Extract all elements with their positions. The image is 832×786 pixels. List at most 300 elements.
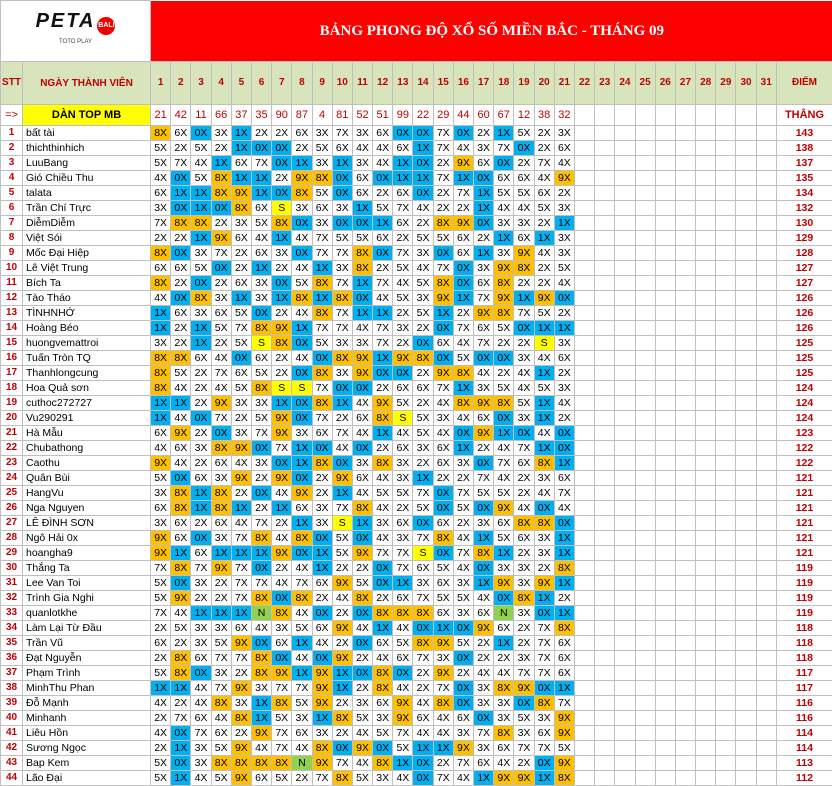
day-cell: 3X: [554, 381, 574, 396]
day-cell: 3X: [352, 156, 372, 171]
header-day: 12: [373, 62, 393, 105]
day-cell: [635, 441, 655, 456]
day-cell: 0X: [514, 141, 534, 156]
day-cell: [736, 756, 756, 771]
day-cell: 7X: [312, 231, 332, 246]
day-cell: 2X: [534, 276, 554, 291]
day-cell: [655, 576, 675, 591]
day-cell: 2X: [453, 516, 473, 531]
day-cell: 6X: [514, 531, 534, 546]
day-cell: [615, 651, 635, 666]
row-stt: 20: [1, 411, 23, 426]
day-cell: 2X: [171, 696, 191, 711]
day-cell: 3X: [191, 636, 211, 651]
day-cell: 9X: [231, 741, 251, 756]
day-cell: [615, 636, 635, 651]
day-cell: 7X: [272, 726, 292, 741]
day-cell: [675, 141, 695, 156]
day-cell: [615, 576, 635, 591]
row-stt: 22: [1, 441, 23, 456]
day-cell: 2X: [211, 141, 231, 156]
day-cell: 9X: [332, 576, 352, 591]
day-cell: 3X: [231, 396, 251, 411]
day-cell: [615, 441, 635, 456]
day-cell: 0X: [332, 186, 352, 201]
day-cell: [756, 651, 776, 666]
day-cell: 8X: [171, 561, 191, 576]
day-cell: 0X: [453, 651, 473, 666]
day-cell: [716, 501, 736, 516]
day-cell: [675, 741, 695, 756]
day-cell: 9X: [534, 291, 554, 306]
day-cell: 3X: [494, 561, 514, 576]
day-cell: 5X: [413, 411, 433, 426]
day-cell: 7X: [534, 621, 554, 636]
day-cell: 0X: [453, 681, 473, 696]
day-cell: 0X: [312, 441, 332, 456]
day-cell: [736, 336, 756, 351]
member-name: Tào Tháo: [23, 291, 151, 306]
day-cell: 5X: [514, 711, 534, 726]
day-cell: 3X: [151, 516, 171, 531]
day-cell: 9X: [171, 426, 191, 441]
day-cell: 2X: [474, 231, 494, 246]
day-cell: 7X: [433, 261, 453, 276]
day-cell: [675, 606, 695, 621]
day-cell: [595, 306, 615, 321]
day-cell: 3X: [251, 276, 271, 291]
day-cell: [675, 441, 695, 456]
day-cell: 4X: [554, 276, 574, 291]
member-points: 123: [776, 426, 832, 441]
day-cell: 6X: [231, 231, 251, 246]
day-cell: 9X: [272, 546, 292, 561]
day-cell: [595, 621, 615, 636]
day-cell: [716, 486, 736, 501]
day-cell: 7X: [211, 246, 231, 261]
day-cell: 1X: [312, 546, 332, 561]
day-cell: [675, 231, 695, 246]
day-cell: 1X: [251, 186, 271, 201]
day-cell: 6X: [312, 621, 332, 636]
day-cell: 2X: [433, 471, 453, 486]
day-cell: 4X: [151, 171, 171, 186]
day-cell: 6X: [251, 246, 271, 261]
day-cell: 5X: [413, 306, 433, 321]
day-cell: 3X: [191, 306, 211, 321]
day-cell: [736, 546, 756, 561]
day-cell: [574, 171, 594, 186]
header-stt: STT: [1, 62, 23, 105]
day-cell: 1X: [554, 576, 574, 591]
day-cell: 6X: [554, 471, 574, 486]
day-cell: [675, 186, 695, 201]
day-cell: 0X: [332, 741, 352, 756]
day-cell: 9X: [272, 321, 292, 336]
day-cell: 7X: [413, 531, 433, 546]
day-cell: [756, 576, 776, 591]
day-cell: [736, 726, 756, 741]
day-cell: 8X: [231, 201, 251, 216]
day-cell: 5X: [332, 546, 352, 561]
day-cell: [716, 441, 736, 456]
day-cell: 1X: [393, 576, 413, 591]
top-number: 67: [494, 105, 514, 126]
day-cell: [615, 591, 635, 606]
header-day: 23: [595, 62, 615, 105]
day-cell: 4X: [231, 516, 251, 531]
day-cell: 7X: [231, 576, 251, 591]
day-cell: 3X: [332, 366, 352, 381]
day-cell: 7X: [413, 486, 433, 501]
day-cell: 0X: [433, 486, 453, 501]
day-cell: 3X: [514, 726, 534, 741]
day-cell: [756, 516, 776, 531]
day-cell: 4X: [191, 156, 211, 171]
member-points: 124: [776, 396, 832, 411]
row-stt: 14: [1, 321, 23, 336]
day-cell: 9X: [514, 681, 534, 696]
day-cell: [574, 156, 594, 171]
day-cell: [635, 651, 655, 666]
day-cell: 3X: [332, 261, 352, 276]
day-cell: 4X: [171, 606, 191, 621]
member-points: 135: [776, 171, 832, 186]
top-number: 60: [474, 105, 494, 126]
day-cell: 4X: [534, 171, 554, 186]
day-cell: [595, 591, 615, 606]
day-cell: [675, 366, 695, 381]
day-cell: [716, 336, 736, 351]
member-points: 117: [776, 666, 832, 681]
day-cell: 0X: [453, 276, 473, 291]
member-points: 119: [776, 591, 832, 606]
day-cell: [696, 186, 716, 201]
day-cell: [635, 456, 655, 471]
day-cell: [716, 741, 736, 756]
top-number: 11: [191, 105, 211, 126]
day-cell: 3X: [474, 141, 494, 156]
day-cell: 4X: [494, 441, 514, 456]
day-cell: 0X: [272, 591, 292, 606]
day-cell: [696, 171, 716, 186]
day-cell: 2X: [393, 501, 413, 516]
day-cell: 4X: [554, 396, 574, 411]
day-cell: 4X: [352, 321, 372, 336]
day-cell: 5X: [433, 561, 453, 576]
day-cell: 6X: [171, 306, 191, 321]
day-cell: 5X: [554, 261, 574, 276]
day-cell: [574, 456, 594, 471]
day-cell: [756, 621, 776, 636]
day-cell: [635, 741, 655, 756]
day-cell: 1X: [373, 426, 393, 441]
day-cell: 8X: [433, 276, 453, 291]
day-cell: 8X: [332, 771, 352, 786]
day-cell: 6X: [373, 636, 393, 651]
day-cell: 9X: [352, 741, 372, 756]
day-cell: 5X: [211, 741, 231, 756]
table-row: [1, 306, 832, 321]
day-cell: 6X: [413, 711, 433, 726]
row-stt: 29: [1, 546, 23, 561]
day-cell: 7X: [433, 126, 453, 141]
day-cell: 4X: [251, 741, 271, 756]
day-cell: 8X: [352, 246, 372, 261]
day-cell: 0X: [494, 591, 514, 606]
day-cell: 1X: [534, 771, 554, 786]
day-cell: 4X: [292, 561, 312, 576]
day-cell: 7X: [514, 741, 534, 756]
day-cell: 1X: [474, 531, 494, 546]
member-points: 127: [776, 261, 832, 276]
member-name: Trình Gia Nghi: [23, 591, 151, 606]
member-points: 112: [776, 771, 832, 786]
day-cell: [595, 141, 615, 156]
member-points: 121: [776, 471, 832, 486]
day-cell: [696, 651, 716, 666]
day-cell: 7X: [453, 546, 473, 561]
header-day: 27: [675, 62, 695, 105]
day-cell: 6X: [292, 126, 312, 141]
day-cell: [655, 681, 675, 696]
day-cell: 1X: [171, 546, 191, 561]
day-cell: 9X: [151, 531, 171, 546]
day-cell: [736, 561, 756, 576]
day-cell: [574, 291, 594, 306]
day-cell: 5X: [151, 591, 171, 606]
day-cell: 1X: [433, 621, 453, 636]
day-cell: 0X: [393, 366, 413, 381]
day-cell: [655, 201, 675, 216]
day-cell: [736, 246, 756, 261]
day-cell: [756, 636, 776, 651]
day-cell: 2X: [514, 756, 534, 771]
day-cell: [736, 771, 756, 786]
day-cell: 5X: [494, 486, 514, 501]
logo-text: PETA: [35, 9, 96, 32]
day-cell: 9X: [393, 711, 413, 726]
day-cell: 4X: [352, 756, 372, 771]
header-day: 21: [554, 62, 574, 105]
day-cell: [716, 756, 736, 771]
day-cell: 9X: [554, 756, 574, 771]
day-cell: 6X: [332, 141, 352, 156]
day-cell: 2X: [171, 636, 191, 651]
row-stt: 35: [1, 636, 23, 651]
day-cell: 4X: [211, 381, 231, 396]
day-cell: [615, 411, 635, 426]
day-cell: 6X: [373, 126, 393, 141]
member-points: 119: [776, 576, 832, 591]
day-cell: 4X: [251, 621, 271, 636]
day-cell: [756, 561, 776, 576]
day-cell: 6X: [433, 576, 453, 591]
header-day: 13: [393, 62, 413, 105]
day-cell: [716, 126, 736, 141]
day-cell: 3X: [514, 411, 534, 426]
day-cell: [615, 246, 635, 261]
table-row: [1, 381, 832, 396]
day-cell: [635, 486, 655, 501]
day-cell: 9X: [312, 756, 332, 771]
day-cell: 2X: [352, 651, 372, 666]
day-cell: 8X: [251, 381, 271, 396]
day-cell: [635, 336, 655, 351]
day-cell: 9X: [332, 621, 352, 636]
member-name: huongvemattroi: [23, 336, 151, 351]
day-cell: [756, 171, 776, 186]
day-cell: 0X: [171, 756, 191, 771]
day-cell: [574, 336, 594, 351]
day-cell: 3X: [554, 246, 574, 261]
day-cell: 0X: [251, 486, 271, 501]
table-row: [1, 156, 832, 171]
day-cell: 2X: [151, 741, 171, 756]
day-cell: [615, 756, 635, 771]
day-cell: 5X: [171, 366, 191, 381]
day-cell: 5X: [251, 411, 271, 426]
day-cell: 7X: [534, 741, 554, 756]
day-cell: [574, 276, 594, 291]
member-points: 126: [776, 291, 832, 306]
member-name: Ngô Hải 0x: [23, 531, 151, 546]
day-cell: 2X: [352, 681, 372, 696]
day-cell: 7X: [211, 366, 231, 381]
day-cell: 2X: [514, 621, 534, 636]
day-cell: 8X: [534, 696, 554, 711]
member-points: 124: [776, 381, 832, 396]
day-cell: 4X: [292, 606, 312, 621]
header-day: 10: [332, 62, 352, 105]
day-cell: [696, 426, 716, 441]
day-cell: 9X: [231, 441, 251, 456]
day-cell: [595, 396, 615, 411]
day-cell: 9X: [453, 741, 473, 756]
day-cell: 2X: [494, 651, 514, 666]
table-row: [1, 201, 832, 216]
day-cell: [574, 126, 594, 141]
day-cell: 0X: [292, 396, 312, 411]
day-cell: 1X: [514, 291, 534, 306]
day-cell: [635, 606, 655, 621]
row-stt: 11: [1, 276, 23, 291]
day-cell: [736, 156, 756, 171]
day-cell: 5X: [453, 591, 473, 606]
day-cell: 0X: [494, 411, 514, 426]
day-cell: 1X: [494, 636, 514, 651]
day-cell: [655, 291, 675, 306]
day-cell: 4X: [352, 141, 372, 156]
member-name: TÌNHNHỚ: [23, 306, 151, 321]
day-cell: [595, 381, 615, 396]
day-cell: 8X: [494, 726, 514, 741]
member-name: Quân Bùi: [23, 471, 151, 486]
day-cell: 5X: [352, 711, 372, 726]
day-cell: 9X: [373, 396, 393, 411]
table-row: [1, 516, 832, 531]
day-cell: 4X: [494, 201, 514, 216]
day-cell: [675, 561, 695, 576]
row-stt: 41: [1, 726, 23, 741]
day-cell: 9X: [312, 666, 332, 681]
day-cell: 1X: [151, 411, 171, 426]
day-cell: [716, 516, 736, 531]
day-cell: [696, 666, 716, 681]
day-cell: [595, 606, 615, 621]
day-cell: [655, 516, 675, 531]
day-cell: 0X: [272, 156, 292, 171]
day-cell: [756, 546, 776, 561]
day-cell: 4X: [231, 456, 251, 471]
day-cell: 6X: [211, 726, 231, 741]
day-cell: [574, 666, 594, 681]
day-cell: 8X: [211, 696, 231, 711]
day-cell: [736, 636, 756, 651]
day-cell: 7X: [413, 651, 433, 666]
day-cell: [574, 531, 594, 546]
day-cell: [615, 201, 635, 216]
day-cell: 0X: [171, 471, 191, 486]
day-cell: [756, 486, 776, 501]
day-cell: 2X: [554, 186, 574, 201]
day-cell: [675, 306, 695, 321]
day-cell: [696, 471, 716, 486]
day-cell: 1X: [332, 486, 352, 501]
day-cell: 4X: [453, 141, 473, 156]
day-cell: [635, 621, 655, 636]
day-cell: 8X: [534, 456, 554, 471]
day-cell: 1X: [474, 576, 494, 591]
day-cell: [756, 456, 776, 471]
day-cell: [635, 576, 655, 591]
day-cell: 0X: [373, 741, 393, 756]
day-cell: [655, 651, 675, 666]
day-cell: 0X: [534, 756, 554, 771]
day-cell: 1X: [151, 321, 171, 336]
top-number: 81: [332, 105, 352, 126]
day-cell: 1X: [352, 306, 372, 321]
day-cell: [574, 546, 594, 561]
day-cell: 5X: [413, 501, 433, 516]
day-cell: [615, 261, 635, 276]
day-cell: 2X: [231, 726, 251, 741]
day-cell: 2X: [494, 366, 514, 381]
member-name: Tuấn Tròn TQ: [23, 351, 151, 366]
member-points: 125: [776, 366, 832, 381]
day-cell: 3X: [514, 351, 534, 366]
header-day: 3: [191, 62, 211, 105]
day-cell: [655, 186, 675, 201]
day-cell: 4X: [373, 156, 393, 171]
day-cell: 0X: [433, 351, 453, 366]
row-stt: 8: [1, 231, 23, 246]
day-cell: 7X: [373, 546, 393, 561]
day-cell: 2X: [272, 126, 292, 141]
day-cell: [736, 486, 756, 501]
day-cell: 5X: [332, 231, 352, 246]
table-row: [1, 291, 832, 306]
day-cell: [675, 756, 695, 771]
day-cell: [716, 711, 736, 726]
day-cell: 4X: [292, 231, 312, 246]
day-cell: 0X: [312, 651, 332, 666]
day-cell: [615, 471, 635, 486]
day-cell: 2X: [453, 201, 473, 216]
day-cell: 7X: [332, 306, 352, 321]
day-cell: [716, 651, 736, 666]
day-cell: 2X: [292, 771, 312, 786]
